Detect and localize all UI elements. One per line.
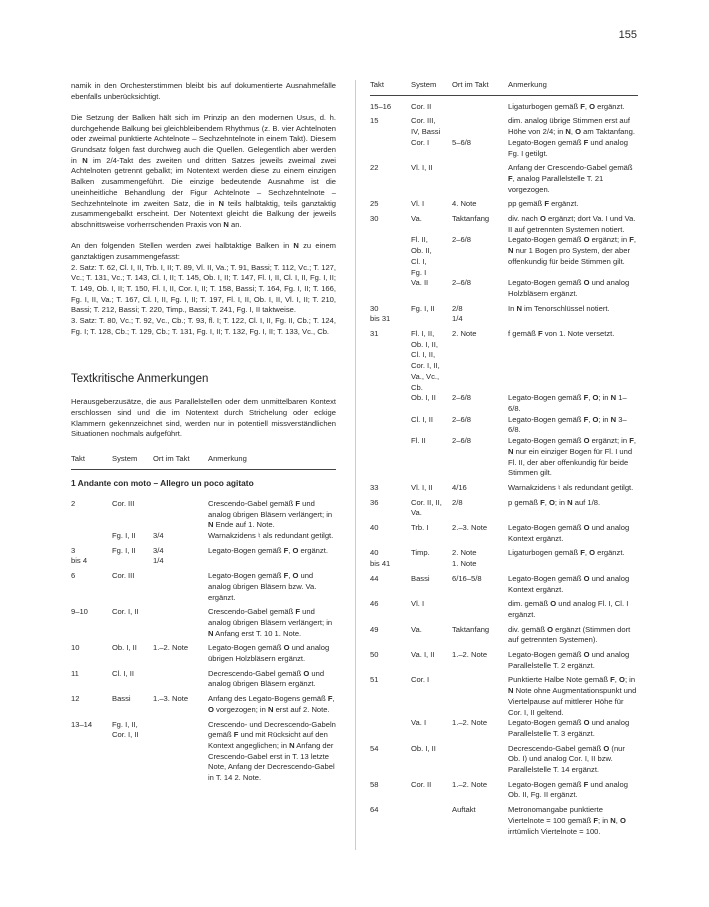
cell-anm: Decrescendo-Gabel gemäß O und analog übrigen Bläsern ergänzt. xyxy=(208,668,325,689)
cell-system: Bassi xyxy=(411,573,430,583)
cell-takt: 33 xyxy=(370,482,379,492)
cell-ort: 4/16 xyxy=(452,482,467,492)
paragraph-text: 2. Satz: T. 62, Cl. I, II, Trb. I, II; T. 89, Vl. II, Va.; T. 91, Bassi; T. 112, Vc.; T. 127, Vc.; T. 131, Vc.; T. 143, Cl. I, II; T. 145, Ob. I, II; T. 147, Fl. I, II, Cl. I, II, Fg. I, II; T. 149, Ob. I, II; T. 150, Fl. I, II, Cor. I, II; T. 158, Bassi; T. 164, Fg. I, II; T. 166, Fg. I, II, Va.; T. 167, Cl. I, II, Fg. I, II; T. 197, Fl. I, II, Ob. I, II, Vl. I, II; T. 210, Bassi; T. 212, Bassi; T. 220, Timp., Bassi; T. 241, Fg. I, II taktweise. xyxy=(71,262,336,315)
left-table-body xyxy=(71,499,336,784)
cell-takt: 15 xyxy=(370,116,379,126)
table-row xyxy=(370,102,638,113)
table-row xyxy=(370,625,638,646)
cell-system: Va. xyxy=(411,624,422,634)
cell-anm: Legato-Bogen gemäß O und analog Kontext ergänzt. xyxy=(508,523,630,543)
table-row xyxy=(370,393,638,414)
table-row xyxy=(370,548,638,569)
cell-anm: Warnakzidens ♮ als redundant getilgt. xyxy=(508,482,634,492)
cell-takt: 40 xyxy=(370,523,379,533)
cell-takt: 30 bis 31 xyxy=(370,303,391,324)
cell-anm: Crescendo-Gabel gemäß F und analog übrigen Bläsern verlängert; in N Ende auf 1. Note. xyxy=(208,498,333,530)
cell-system: Fl. II, Ob. II, Cl. I, Fg. I xyxy=(411,235,432,277)
cell-ort xyxy=(452,102,508,113)
table-row xyxy=(370,163,638,195)
cell-system: Va. I xyxy=(411,718,427,728)
cell-system: Cor. I xyxy=(411,137,430,147)
cell-anm: Metronomangabe punktierte Viertelnote = 100 gemäß F; in N, O irrtümlich Viertelnote = 100. xyxy=(508,805,626,836)
cell-ort: 2/8 xyxy=(452,497,463,507)
cell-system xyxy=(411,805,452,837)
cell-takt: 25 xyxy=(370,199,379,209)
cell-takt: 9–10 xyxy=(71,607,88,617)
heading-paragraph-text: Herausgeberzusätze, die aus Parallelstellen oder dem unmittelbaren Kontext erschlossen sind und die im Notentext durch Strichelung oder eckige Klammern gekennzeichnet sind, werden nur in potentiell missverständlichen Situationen nochmals aufgeführt. xyxy=(71,397,336,439)
header-takt: Takt xyxy=(71,454,85,464)
cell-anm: dim. analog übrige Stimmen erst auf Höhe von 2/4; in N, O am Taktanfang. xyxy=(508,116,635,137)
cell-takt: 58 xyxy=(370,779,379,789)
cell-system: Bassi xyxy=(112,694,131,704)
intro-paragraph xyxy=(71,113,336,231)
intro-paragraph xyxy=(71,81,336,102)
cell-system: Cl. I, II xyxy=(411,414,433,424)
header-ort: Ort im Takt xyxy=(153,454,190,464)
cell-anm: Crescendo- und Decrescendo-Gabeln gemäß F und mit Rücksicht auf den Kontext angeglichen; in N Anfang der Crescendo-Gabel erst in T. 13 letzte Note, Anfang der Decrescendo-Gabel in T. 14 2. Note. xyxy=(208,719,336,783)
cell-ort: 1.–2. Note xyxy=(452,718,488,728)
movement-title: 1 Andante con moto – Allegro un poco agitato xyxy=(71,478,254,489)
cell-anm: div. gemäß O ergänzt (Stimmen dort auf getrennten Systemen). xyxy=(508,624,631,645)
cell-takt xyxy=(370,415,411,436)
cell-system: Cor. III xyxy=(112,571,135,581)
cell-system: Fg. I, II xyxy=(112,531,136,540)
cell-takt: 49 xyxy=(370,624,379,634)
cell-ort: 2.–3. Note xyxy=(452,523,488,533)
right-table-header xyxy=(370,76,638,96)
table-row xyxy=(370,599,638,620)
cell-anm: Legato-Bogen gemäß O und analog Parallelstelle T. 3 ergänzt. xyxy=(508,718,630,738)
table-row xyxy=(71,546,336,567)
cell-anm: Legato-Bogen gemäß F und analog Fg. I getilgt. xyxy=(508,137,628,158)
cell-takt: 30 xyxy=(370,214,379,224)
cell-ort xyxy=(452,116,508,137)
cell-takt: 36 xyxy=(370,497,379,507)
cell-anm: Ligaturbogen gemäß F, O ergänzt. xyxy=(508,101,625,111)
cell-system: Cor. II xyxy=(411,779,432,789)
cell-takt: 50 xyxy=(370,650,379,660)
cell-ort xyxy=(452,675,508,718)
cell-anm: Legato-Bogen gemäß O ergänzt; in F, N nur ein einziger Bogen für Fl. I und Fl. II, der aber offenkundig für beide Stimmen gilt. xyxy=(508,436,636,478)
table-row xyxy=(71,499,336,531)
cell-system: Ob. I, II xyxy=(411,393,436,403)
table-row xyxy=(370,780,638,801)
cell-takt xyxy=(370,393,411,414)
header-system: System xyxy=(112,454,138,464)
table-row xyxy=(370,436,638,479)
table-row xyxy=(370,214,638,235)
cell-takt: 44 xyxy=(370,573,379,583)
table-row xyxy=(71,669,336,690)
paragraph-text: Die Setzung der Balken hält sich im Prinzip an den modernen Usus, d. h. durchgehende Balkung bei gleichbleibendem Rhythmus (z. B. vier Achtelnoten oder zweimal punktierte Achtelnote – Sechzehntelnote in einem Takt). Diesem Grundsatz folgen fast durchweg auch die Quellen. Gelegentlich aber werden in N im 2/4-Takt des zweiten und dritten Satzes jeweils zweimal zwei Achtelnoten getrennt gebalkt; im Notentext werden diese zu einem einzigen Balken zusammengeführt. Die einzige bedeutende Ausnahme ist die uneinheitliche Behandlung der Figur Achtelnote – Sechzehntelnote – Sechzehntelnote im zweiten Satz, die in N teils halbtaktig, teils ganztaktig zusammengebalkt erscheint. Der Notentext gleicht die Balkung der jeweils abschnittsweise vorherrschenden Praxis von N an. xyxy=(71,112,336,229)
cell-takt: 40 bis 41 xyxy=(370,548,391,569)
table-row xyxy=(370,483,638,494)
right-column xyxy=(370,81,638,837)
cell-system: Fg. I, II xyxy=(411,303,435,313)
cell-anm: Crescendo-Gabel gemäß F und analog übrigen Bläsern verlängert; in N Anfang erst T. 10 1. Note. xyxy=(208,607,333,638)
column-divider xyxy=(355,80,356,850)
cell-takt xyxy=(370,436,411,479)
cell-ort: 2–6/8 xyxy=(452,436,472,446)
cell-takt: 10 xyxy=(71,643,80,653)
cell-system: Trb. I xyxy=(411,523,429,533)
cell-system: Vl. I xyxy=(411,199,425,209)
table-row xyxy=(71,694,336,715)
table-row xyxy=(370,329,638,393)
table-row xyxy=(370,498,638,519)
cell-system: Cor. II xyxy=(411,101,432,111)
cell-system: Fg. I, II xyxy=(112,545,136,555)
table-row xyxy=(370,650,638,671)
right-table-body xyxy=(370,102,638,838)
cell-ort: 1.–3. Note xyxy=(153,694,189,704)
table-row xyxy=(370,138,638,159)
cell-system: Fl. I, II, Ob. I, II, Cl. I, II, Cor. I, II, Va., Vc., Cb. xyxy=(411,329,440,392)
cell-system: Cor. II, II, Va. xyxy=(411,497,442,518)
table-row xyxy=(370,675,638,718)
cell-ort: 1.–2. Note xyxy=(452,779,488,789)
table-row xyxy=(71,531,336,542)
table-row xyxy=(71,643,336,664)
cell-anm: f gemäß F von 1. Note versetzt. xyxy=(508,329,615,339)
cell-anm: Legato-Bogen gemäß O und analog Kontext ergänzt. xyxy=(508,573,630,594)
cell-ort: 2. Note 1. Note xyxy=(452,548,477,569)
paragraph-text: An den folgenden Stellen werden zwei halbtaktige Balken in N zu einem ganztaktigen zusammengefasst: xyxy=(71,241,336,261)
cell-anm: dim. gemäß O und analog Fl. I, Cl. I ergänzt. xyxy=(508,599,629,619)
cell-ort xyxy=(153,571,208,603)
cell-takt xyxy=(370,138,411,159)
cell-takt xyxy=(370,718,411,739)
header-anmerkung: Anmerkung xyxy=(208,454,247,464)
cell-ort: Taktanfang xyxy=(452,214,490,224)
cell-anm: Anfang des Legato-Bogens gemäß F, O vorgezogen; in N erst auf 2. Note. xyxy=(208,694,335,714)
cell-takt xyxy=(370,235,411,278)
cell-anm: Legato-Bogen gemäß O und analog übrigen Holzbläsern ergänzt. xyxy=(208,643,330,664)
table-row xyxy=(370,116,638,137)
cell-takt: 6 xyxy=(71,571,76,581)
cell-ort: 3/4 1/4 xyxy=(153,545,164,566)
table-row xyxy=(71,571,336,603)
cell-system: Ob. I, II xyxy=(411,743,436,753)
header-ort: Ort im Takt xyxy=(452,80,489,89)
cell-ort xyxy=(452,599,508,620)
cell-ort xyxy=(153,499,208,531)
cell-system: Cor. I, II xyxy=(112,607,139,617)
cell-ort: 6/16–5/8 xyxy=(452,573,482,583)
cell-takt: 54 xyxy=(370,743,379,753)
cell-ort: 2–6/8 xyxy=(452,235,472,245)
table-row xyxy=(370,278,638,299)
cell-ort: 2. Note xyxy=(452,329,477,339)
intro-paragraph xyxy=(71,241,336,337)
section-heading: Textkritische Anmerkungen xyxy=(71,373,209,386)
cell-system: Cor. I xyxy=(411,675,430,685)
cell-takt: 46 xyxy=(370,599,379,609)
cell-anm: Ligaturbogen gemäß F, O ergänzt. xyxy=(508,548,625,558)
cell-anm: div. nach O ergänzt; dort Va. I und Va. II auf getrennten Systemen notiert. xyxy=(508,214,636,234)
cell-ort xyxy=(153,720,208,784)
cell-ort: 2–6/8 xyxy=(452,393,472,403)
cell-ort: 2–6/8 xyxy=(452,414,472,424)
cell-system: Cl. I, II xyxy=(112,668,134,678)
table-row xyxy=(370,199,638,210)
cell-takt: 3 bis 4 xyxy=(71,545,88,566)
paragraph-text: 3. Satz: T. 80, Vc.; T. 92, Vc., Cb.; T. 93, fl. I; T. 122, Cl. I, II, Fg. II, Cb.; T. 124, Fg. I; T. 128, Cb.; T. 129, Cb.; T. 131, Fg. I, II; T. 132, Fg. I, II; T. 133, Vc., Cb. xyxy=(71,316,336,336)
cell-ort xyxy=(153,669,208,690)
cell-ort xyxy=(452,744,508,776)
cell-anm: Legato-Bogen gemäß O und analog Holzbläsern ergänzt. xyxy=(508,278,630,298)
table-row xyxy=(370,415,638,436)
cell-anm: Anfang der Crescendo-Gabel gemäß F, analog Parallelstelle T. 21 vorgezogen. xyxy=(508,163,633,194)
cell-takt: 15–16 xyxy=(370,101,392,111)
cell-takt: 51 xyxy=(370,675,379,685)
table-row xyxy=(370,718,638,739)
cell-system: Fl. II xyxy=(411,436,426,446)
cell-system: Cor. III xyxy=(112,498,135,508)
cell-takt: 12 xyxy=(71,694,80,704)
cell-takt: 11 xyxy=(71,668,79,678)
cell-anm: Legato-Bogen gemäß O und analog Parallelstelle T. 2 ergänzt. xyxy=(508,650,630,670)
cell-takt xyxy=(370,278,411,299)
cell-takt: 31 xyxy=(370,329,379,339)
left-table-header xyxy=(71,450,336,470)
cell-takt: 64 xyxy=(370,805,379,815)
cell-anm: Legato-Bogen gemäß O ergänzt; in F, N nur 1 Bogen pro System, der aber offenkundig für beide Stimmen gilt. xyxy=(508,235,636,266)
cell-ort: Taktanfang xyxy=(452,624,490,634)
cell-system: Fg. I, II, Cor. I, II xyxy=(112,719,139,740)
cell-system: Va. xyxy=(411,214,422,224)
intro-text xyxy=(71,81,336,337)
cell-anm: Decrescendo-Gabel gemäß O (nur Ob. I) und analog Cor. I, II bzw. Parallelstelle T. 14 ergänzt. xyxy=(508,743,625,775)
heading-paragraph xyxy=(71,397,336,440)
cell-ort: 2/8 1/4 xyxy=(452,303,463,324)
cell-system: Vl. I xyxy=(411,599,425,609)
header-anmerkung: Anmerkung xyxy=(508,80,547,89)
page-number: 155 xyxy=(618,29,637,41)
table-row xyxy=(370,235,638,278)
header-system: System xyxy=(411,80,437,89)
table-row xyxy=(71,607,336,639)
cell-anm: Punktierte Halbe Note gemäß F, O; in N Note ohne Augmentationspunkt und Viertelpause auf mittlerer Höhe für Cor. I, II geltend. xyxy=(508,675,637,717)
cell-ort: 1.–2. Note xyxy=(153,643,189,653)
cell-anm: Warnakzidens ♮ als redundant getilgt. xyxy=(208,531,334,540)
cell-ort: 3/4 xyxy=(153,531,164,540)
cell-system: Timp. xyxy=(411,548,430,558)
table-row xyxy=(370,523,638,544)
cell-system: Cor. III, IV, Bassi xyxy=(411,116,441,137)
cell-ort: Auftakt xyxy=(452,805,476,815)
cell-anm: Legato-Bogen gemäß F, O und analog übrigen Bläsern bzw. Va. ergänzt. xyxy=(208,571,317,602)
cell-ort xyxy=(452,163,508,195)
left-column xyxy=(71,81,336,784)
cell-anm: In N im Tenorschlüssel notiert. xyxy=(508,303,610,313)
cell-anm: Legato-Bogen gemäß F, O ergänzt. xyxy=(208,545,328,555)
cell-anm: pp gemäß F ergänzt. xyxy=(508,199,579,209)
table-row xyxy=(370,304,638,325)
table-row xyxy=(370,805,638,837)
cell-anm: p gemäß F, O; in N auf 1/8. xyxy=(508,497,601,507)
cell-takt: 2 xyxy=(71,498,76,508)
cell-ort xyxy=(153,607,208,639)
cell-ort: 1.–2. Note xyxy=(452,650,488,660)
cell-ort: 2–6/8 xyxy=(452,278,472,288)
cell-takt xyxy=(71,531,112,542)
cell-system: Va. II xyxy=(411,278,429,288)
cell-takt: 13–14 xyxy=(71,719,93,729)
cell-ort: 5–6/8 xyxy=(452,137,472,147)
cell-ort: 4. Note xyxy=(452,199,477,209)
table-row xyxy=(370,574,638,595)
cell-anm: Legato-Bogen gemäß F, O; in N 3–6/8. xyxy=(508,414,627,435)
cell-anm: Legato-Bogen gemäß F, O; in N 1–6/8. xyxy=(508,393,627,413)
cell-system: Vl. I, II xyxy=(411,163,433,173)
cell-system: Ob. I, II xyxy=(112,643,137,653)
cell-anm: Legato-Bogen gemäß F und analog Ob. II, Fg. II ergänzt. xyxy=(508,779,628,800)
cell-system: Vl. I, II xyxy=(411,482,433,492)
table-row xyxy=(370,744,638,776)
paragraph-text: namik in den Orchesterstimmen bleibt bis auf dokumentierte Ausnahmefälle ebenfalls unberücksichtigt. xyxy=(71,81,336,101)
table-row xyxy=(71,720,336,784)
header-takt: Takt xyxy=(370,80,384,89)
cell-takt: 22 xyxy=(370,163,379,173)
cell-system: Va. I, II xyxy=(411,650,435,660)
